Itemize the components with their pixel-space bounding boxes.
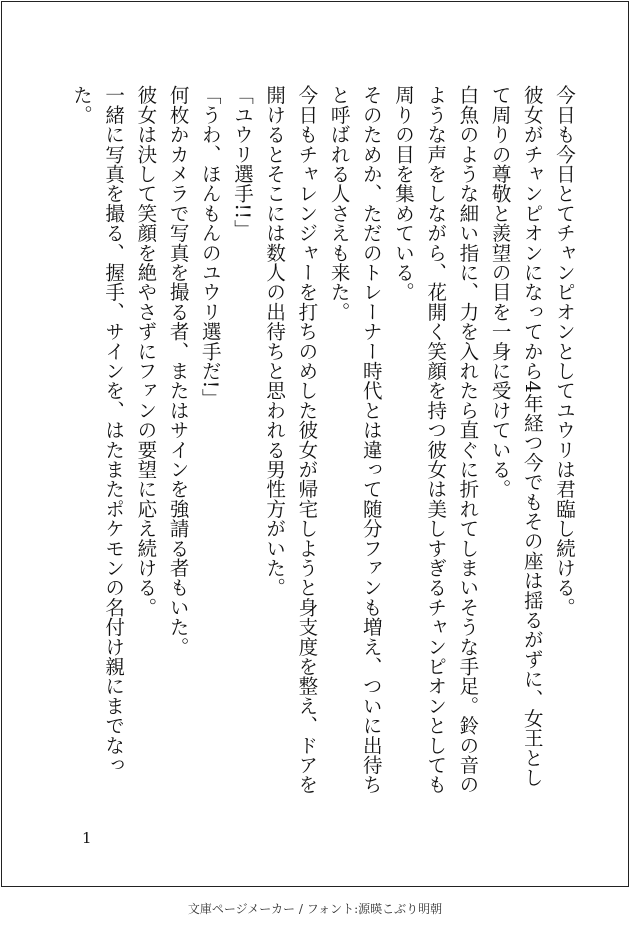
footer-credit: 文庫ページメーカー / フォント:源暎こぶり明朝 <box>187 902 443 916</box>
story-text <box>65 85 580 805</box>
page-number: 1 <box>82 829 92 847</box>
paragraph: 一緒に写真を撮る、握手、サインを、はたまたポケモンの名付け親にまでなった。 <box>69 85 126 775</box>
paragraph: 彼女は決して笑顔を絶やさずにファンの要望に応え続ける。 <box>134 85 158 617</box>
paragraph: 「うわ、ほんもんのユウリ選手だ!」 <box>198 85 222 409</box>
paragraph: 「ユウリ選手!!」 <box>230 85 254 239</box>
paragraph: 何枚かカメラで写真を撮る者、またはサインを強請る者もいた。 <box>166 85 190 657</box>
paragraph: 白魚のような細い指に、力を入れたら直ぐに折れてしまいそうな手足。鈴の音のような声をしながら、花開く笑顔を持つ彼女は美しすぎるチャンピオンとしても周りの目を集めている。 <box>391 85 480 795</box>
paragraph: 今日もチャレンジャーを打ちのめした彼女が帰宅しようと身支度を整え、ドアを開けるとそこには数人の出待ちと思われる男性方がいた。 <box>263 85 319 795</box>
paragraph: そのためか、ただのトレーナー時代とは違って随分ファンも増え、ついに出待ちと呼ばれる人さえも来た。 <box>327 85 383 795</box>
paragraph: 彼女がチャンピオンになってから4年経つ今でもその座は揺るがずに、女王として周りの尊敬と羨望の目を一身に受けている。 <box>488 85 544 788</box>
paragraph: 今日も今日とてチャンピオンとしてユウリは君臨し続ける。 <box>553 85 576 617</box>
page-frame <box>1 1 629 887</box>
